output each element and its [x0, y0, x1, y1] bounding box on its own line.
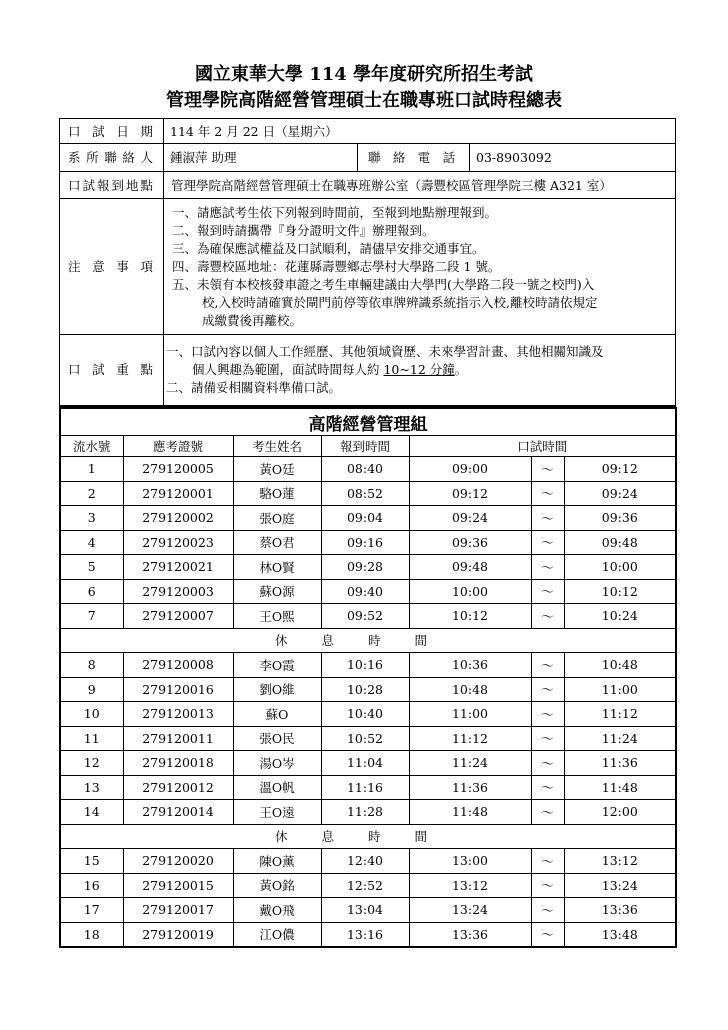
report-time: 08:52 [321, 481, 409, 506]
report-time: 12:52 [321, 873, 409, 898]
tilde-separator: ～ [531, 898, 564, 923]
report-location-value: 管理學院高階經營管理碩士在職專班辦公室（壽豐校區管理學院三樓 A321 室） [164, 172, 676, 199]
schedule-row [60, 604, 676, 629]
interview-start: 09:24 [409, 506, 531, 531]
group-title: 高階經營管理組 [60, 408, 676, 436]
serial-number: 18 [60, 922, 123, 947]
exam-id: 279120013 [123, 702, 233, 727]
exam-id: 279120016 [123, 677, 233, 702]
schedule-row [60, 555, 676, 580]
notes-content [164, 199, 676, 335]
focus-line: 個人興趣為範圍，面試時間每人約 10~12 分鐘。 [192, 361, 468, 377]
candidate-name: 江O儂 [233, 922, 321, 947]
interview-end: 13:48 [564, 922, 676, 947]
tilde-separator: ～ [531, 922, 564, 947]
exam-id: 279120015 [123, 873, 233, 898]
candidate-name: 劉O維 [233, 677, 321, 702]
report-time: 10:52 [321, 726, 409, 751]
interview-start: 10:12 [409, 604, 531, 629]
schedule-row [60, 922, 676, 947]
tilde-separator: ～ [531, 775, 564, 800]
interview-start: 13:24 [409, 898, 531, 923]
serial-number: 13 [60, 775, 123, 800]
serial-number: 3 [60, 506, 123, 531]
schedule-row [60, 677, 676, 702]
interview-end: 10:24 [564, 604, 676, 629]
candidate-name: 張O民 [233, 726, 321, 751]
interview-start: 13:00 [409, 849, 531, 874]
serial-number: 7 [60, 604, 123, 629]
break-row [60, 824, 676, 849]
candidate-name: 湯O岑 [233, 751, 321, 776]
schedule-row [60, 726, 676, 751]
serial-number: 6 [60, 579, 123, 604]
interview-start: 11:12 [409, 726, 531, 751]
interview-start: 11:48 [409, 800, 531, 825]
note-item: 三、為確保應試權益及口試順利，請儘早安排交通事宜。 [172, 240, 485, 256]
document-subtitle: 管理學院高階經營管理碩士在職專班口試時程總表 [166, 90, 562, 111]
interview-schedule-table [59, 407, 677, 948]
break-label: 休息時間 [60, 824, 676, 849]
report-time: 11:16 [321, 775, 409, 800]
interview-end: 12:00 [564, 800, 676, 825]
exam-id: 279120011 [123, 726, 233, 751]
interview-start: 11:00 [409, 702, 531, 727]
schedule-row [60, 898, 676, 923]
serial-number: 4 [60, 530, 123, 555]
contact-value: 鍾淑萍 助理 [164, 144, 358, 172]
serial-number: 14 [60, 800, 123, 825]
tilde-separator: ～ [531, 677, 564, 702]
report-time: 12:40 [321, 849, 409, 874]
tilde-separator: ～ [531, 555, 564, 580]
tilde-separator: ～ [531, 457, 564, 482]
break-label: 休息時間 [60, 628, 676, 653]
schedule-row [60, 702, 676, 727]
note-continuation: 校,入校時請確實於閘門前停等依車牌辨識系統指示入校,離校時請依規定 [202, 294, 598, 310]
candidate-name: 戴O飛 [233, 898, 321, 923]
phone-value: 03-8903092 [470, 144, 676, 172]
report-location-row [60, 172, 676, 199]
exam-id: 279120012 [123, 775, 233, 800]
header-report-time: 報到時間 [321, 436, 409, 457]
tilde-separator: ～ [531, 849, 564, 874]
tilde-separator: ～ [531, 506, 564, 531]
exam-id: 279120003 [123, 579, 233, 604]
interview-end: 10:48 [564, 653, 676, 678]
schedule-row [60, 800, 676, 825]
schedule-row [60, 849, 676, 874]
focus-line: 二、請備妥相關資料準備口試。 [166, 379, 342, 395]
focus-content [164, 335, 676, 406]
exam-id: 279120017 [123, 898, 233, 923]
serial-number: 8 [60, 653, 123, 678]
focus-line: 一、口試內容以個人工作經歷、其他領域資歷、未來學習計畫、其他相關知識及 [166, 343, 604, 359]
tilde-separator: ～ [531, 604, 564, 629]
interview-end: 11:00 [564, 677, 676, 702]
interview-start: 09:12 [409, 481, 531, 506]
interview-end: 11:36 [564, 751, 676, 776]
exam-id: 279120001 [123, 481, 233, 506]
interview-start: 10:36 [409, 653, 531, 678]
candidate-name: 溫O帆 [233, 775, 321, 800]
schedule-row [60, 579, 676, 604]
interview-end: 11:24 [564, 726, 676, 751]
candidate-name: 蔡O君 [233, 530, 321, 555]
exam-info-table [59, 118, 676, 407]
report-time: 13:04 [321, 898, 409, 923]
interview-end: 09:12 [564, 457, 676, 482]
interview-end: 13:36 [564, 898, 676, 923]
date-value: 114 年 2 月 22 日（星期六） [164, 119, 676, 144]
report-time: 09:28 [321, 555, 409, 580]
notes-row [60, 199, 676, 335]
notes-list [172, 204, 669, 330]
candidate-name: 駱O蓮 [233, 481, 321, 506]
exam-id: 279120014 [123, 800, 233, 825]
candidate-name: 張O庭 [233, 506, 321, 531]
report-time: 10:16 [321, 653, 409, 678]
exam-id: 279120007 [123, 604, 233, 629]
date-label: 口 試 日 期 [60, 119, 164, 144]
header-name: 考生姓名 [233, 436, 321, 457]
focus-row [60, 335, 676, 406]
tilde-separator: ～ [531, 726, 564, 751]
report-time: 09:16 [321, 530, 409, 555]
interview-end: 10:12 [564, 579, 676, 604]
interview-start: 13:36 [409, 922, 531, 947]
note-continuation: 成繳費後再離校。 [202, 312, 303, 328]
note-item: 五、未領有本校核發車證之考生車輛建議由大學門(大學路二段一號之校門)入 [172, 276, 595, 292]
candidate-name: 王O熙 [233, 604, 321, 629]
tilde-separator: ～ [531, 873, 564, 898]
header-exam-id: 應考證號 [123, 436, 233, 457]
break-row [60, 628, 676, 653]
report-time: 10:28 [321, 677, 409, 702]
interview-start: 09:48 [409, 555, 531, 580]
interview-start: 09:00 [409, 457, 531, 482]
interview-start: 10:48 [409, 677, 531, 702]
exam-id: 279120005 [123, 457, 233, 482]
report-time: 09:52 [321, 604, 409, 629]
serial-number: 5 [60, 555, 123, 580]
report-time: 11:28 [321, 800, 409, 825]
candidate-name: 黃O廷 [233, 457, 321, 482]
report-location-label: 口試報到地點 [60, 172, 164, 199]
schedule-row [60, 457, 676, 482]
contact-label: 系 所 聯 絡 人 [60, 144, 164, 172]
exam-id: 279120023 [123, 530, 233, 555]
interview-start: 11:36 [409, 775, 531, 800]
report-time: 11:04 [321, 751, 409, 776]
tilde-separator: ～ [531, 800, 564, 825]
candidate-name: 陳O薰 [233, 849, 321, 874]
exam-id: 279120019 [123, 922, 233, 947]
schedule-row [60, 530, 676, 555]
serial-number: 17 [60, 898, 123, 923]
focus-label: 口 試 重 點 [60, 335, 164, 406]
schedule-row [60, 775, 676, 800]
report-time: 10:40 [321, 702, 409, 727]
serial-number: 9 [60, 677, 123, 702]
candidate-name: 蘇O源 [233, 579, 321, 604]
note-item: 二、報到時請攜帶『身分證明文件』辦理報到。 [172, 222, 435, 238]
interview-end: 09:24 [564, 481, 676, 506]
interview-start: 11:24 [409, 751, 531, 776]
schedule-row [60, 506, 676, 531]
header-interview-time: 口試時間 [409, 436, 676, 457]
header-no: 流水號 [60, 436, 123, 457]
note-item: 一、請應試考生依下列報到時間前，至報到地點辦理報到。 [172, 204, 498, 220]
interview-end: 11:48 [564, 775, 676, 800]
tilde-separator: ～ [531, 481, 564, 506]
report-time: 09:40 [321, 579, 409, 604]
tilde-separator: ～ [531, 702, 564, 727]
document-title: 國立東華大學 114 學年度研究所招生考試 [194, 64, 534, 85]
interview-end: 09:48 [564, 530, 676, 555]
serial-number: 10 [60, 702, 123, 727]
serial-number: 11 [60, 726, 123, 751]
schedule-row [60, 481, 676, 506]
candidate-name: 林O賢 [233, 555, 321, 580]
group-title-row [60, 408, 676, 436]
schedule-row [60, 751, 676, 776]
serial-number: 16 [60, 873, 123, 898]
interview-end: 11:12 [564, 702, 676, 727]
interview-start: 09:36 [409, 530, 531, 555]
serial-number: 1 [60, 457, 123, 482]
interview-end: 13:12 [564, 849, 676, 874]
exam-id: 279120020 [123, 849, 233, 874]
exam-id: 279120008 [123, 653, 233, 678]
tilde-separator: ～ [531, 751, 564, 776]
tilde-separator: ～ [531, 579, 564, 604]
report-time: 13:16 [321, 922, 409, 947]
candidate-name: 黃O銘 [233, 873, 321, 898]
serial-number: 15 [60, 849, 123, 874]
exam-id: 279120018 [123, 751, 233, 776]
interview-end: 10:00 [564, 555, 676, 580]
contact-row [60, 144, 676, 172]
focus-duration: 10~12 分鐘 [383, 361, 455, 377]
report-time: 09:04 [321, 506, 409, 531]
schedule-row [60, 873, 676, 898]
note-item: 四、壽豐校區地址：花蓮縣壽豐鄉志學村大學路二段 1 號。 [172, 258, 501, 274]
serial-number: 12 [60, 751, 123, 776]
report-time: 08:40 [321, 457, 409, 482]
exam-id: 279120002 [123, 506, 233, 531]
candidate-name: 李O霞 [233, 653, 321, 678]
interview-start: 10:00 [409, 579, 531, 604]
exam-id: 279120021 [123, 555, 233, 580]
date-row [60, 119, 676, 144]
schedule-row [60, 653, 676, 678]
phone-label: 聯 絡 電 話 [358, 144, 470, 172]
serial-number: 2 [60, 481, 123, 506]
interview-end: 09:36 [564, 506, 676, 531]
candidate-name: 王O遠 [233, 800, 321, 825]
tilde-separator: ～ [531, 653, 564, 678]
candidate-name: 蘇O [233, 702, 321, 727]
notes-label: 注 意 事 項 [60, 199, 164, 335]
interview-end: 13:24 [564, 873, 676, 898]
header-row [60, 436, 676, 457]
tilde-separator: ～ [531, 530, 564, 555]
interview-start: 13:12 [409, 873, 531, 898]
